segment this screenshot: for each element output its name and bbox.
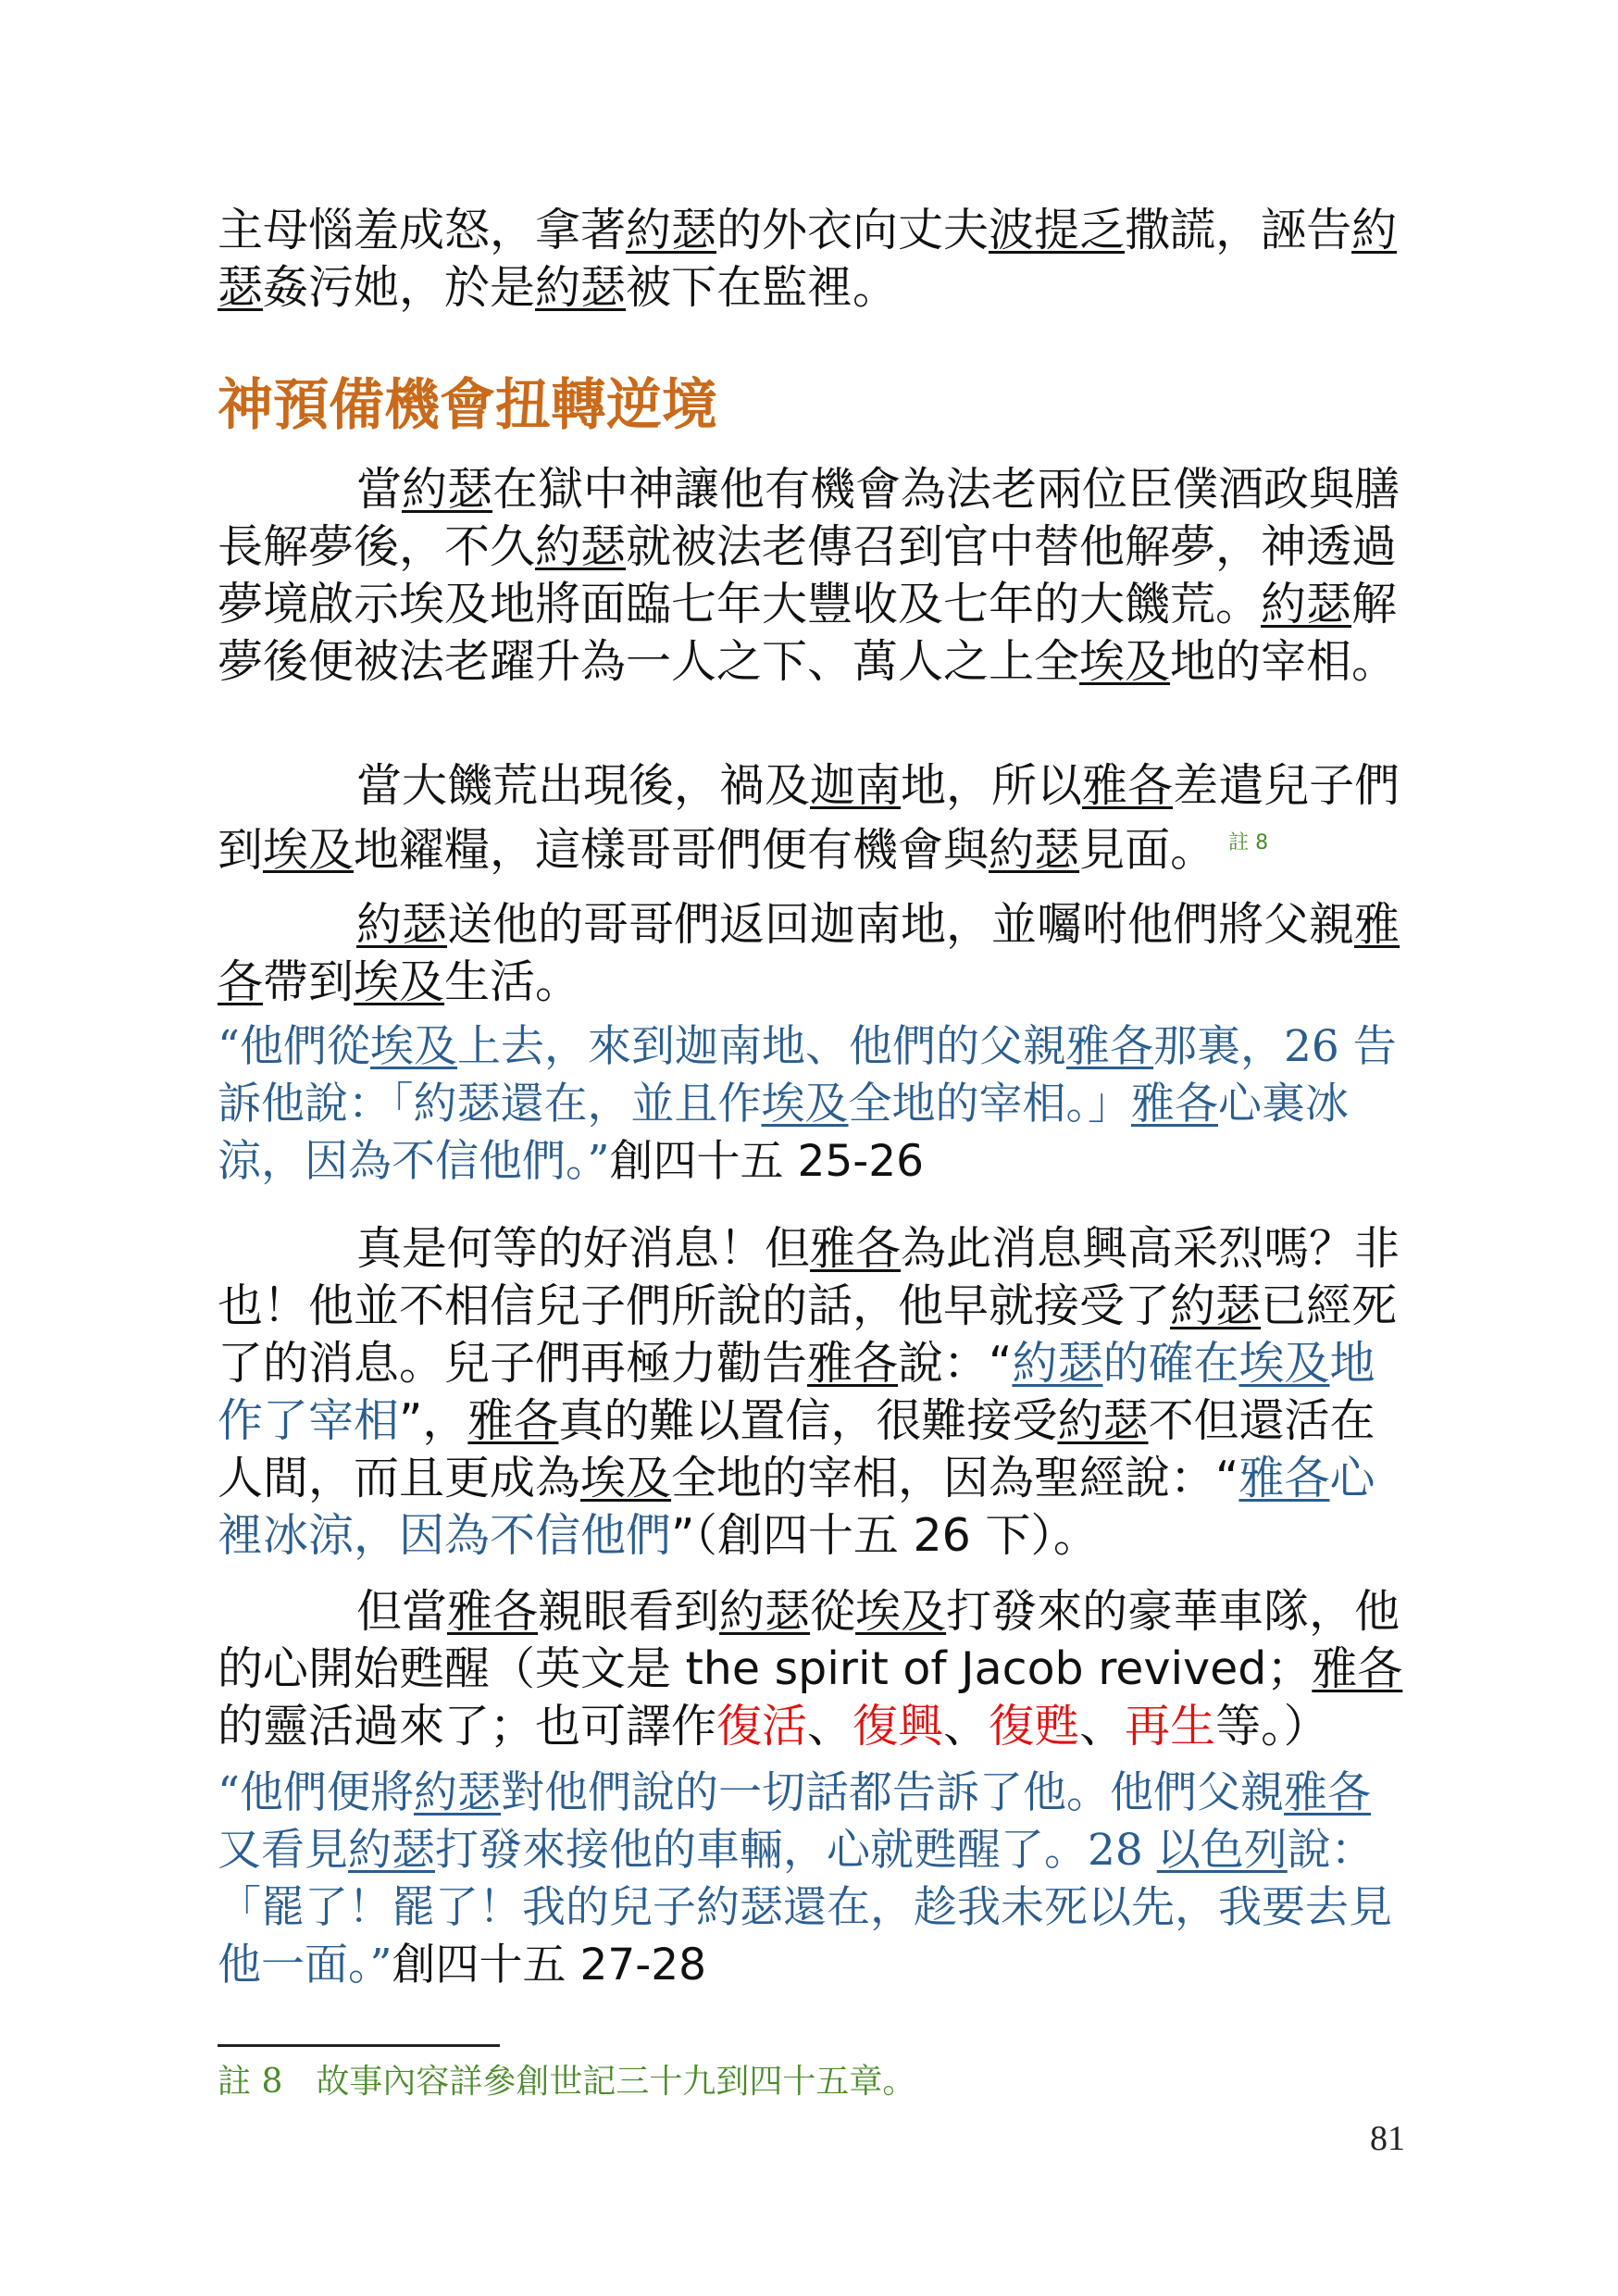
name-jacob: 雅各: [1238, 1452, 1330, 1504]
quote-text: 打發來接他的車輛，心就甦醒了。28: [435, 1825, 1157, 1876]
emphasis-word: 復活: [716, 1700, 808, 1753]
paragraph-1: [218, 202, 1407, 317]
name-jacob: 雅各: [1066, 1021, 1154, 1072]
name-joseph: 約瑟: [626, 204, 717, 256]
inline-quote: 的確在: [1102, 1337, 1239, 1390]
text-run: 姦污她，於是: [263, 261, 536, 314]
text-run: 真的難以置信，很難接受: [558, 1394, 1058, 1447]
scripture-reference: 創四十五 25-26: [609, 1136, 925, 1187]
inline-quote: 心裡冰涼，因為不信他們: [218, 1452, 1375, 1562]
quote-text: 心裏冰涼，因為不信他們。”: [218, 1079, 1349, 1187]
name-jacob: 雅各: [467, 1394, 559, 1447]
name-joseph: 約瑟: [402, 463, 493, 516]
text-run: 已經死了的消息。兒子們再極力勸告: [218, 1279, 1398, 1390]
text-run: 、: [943, 1700, 989, 1753]
paragraph-4: [218, 896, 1407, 1011]
name-canaan: 迦南: [810, 759, 902, 812]
text-run: 當大饑荒出現後，禍及: [356, 759, 811, 812]
name-joseph: 約瑟: [414, 1767, 502, 1818]
name-joseph: 約瑟: [1012, 1337, 1103, 1390]
text-run: 從: [810, 1585, 856, 1638]
text-run: 、: [1079, 1700, 1126, 1753]
text-run: 主母惱羞成怒，拿著: [218, 204, 627, 256]
page-number: 81: [1370, 2119, 1405, 2158]
section-heading: 神預備機會扭轉逆境: [218, 373, 717, 438]
text-run: 說：: [898, 1337, 989, 1390]
emphasis-word: 復甦: [989, 1700, 1080, 1753]
text-run: 真是何等的好消息！但: [356, 1222, 811, 1275]
scripture-quote-2: [218, 1765, 1407, 1994]
inline-quote: 地作了宰相: [218, 1337, 1375, 1447]
text-run: 就被法老傳召到官中替他解夢，神透過夢境啟示埃及地將面臨七年大豐收及七年的大饑荒。: [218, 520, 1398, 630]
quote-mark: “: [989, 1337, 1013, 1390]
text-run: 生活。: [444, 955, 581, 1008]
text-run: 送他的哥哥們返回迦南地，並囑咐他們將父親: [447, 898, 1355, 951]
quote-text: 又看見: [218, 1825, 348, 1876]
emphasis-word: 再生: [1125, 1700, 1216, 1753]
footnote: 註 8 故事內容詳參創世記三十九到四十五章。: [218, 2063, 916, 2101]
name-egypt: 埃及: [761, 1079, 849, 1129]
name-jacob: 雅各: [218, 898, 1400, 1008]
name-egypt: 埃及: [354, 955, 445, 1008]
name-jacob: 雅各: [810, 1222, 902, 1275]
name-jacob: 雅各: [807, 1337, 899, 1390]
text-run: 地糴糧，這樣哥哥們便有機會與: [354, 823, 989, 877]
quote-mark: “: [1215, 1452, 1239, 1504]
paragraph-3: [218, 757, 1407, 879]
name-joseph: 約瑟: [989, 823, 1080, 877]
text-run: 打發來的豪華車隊，他的心開始甦醒（英文是 the spirit of Jacob revived；: [218, 1585, 1400, 1695]
quote-text: 全地的宰相。」: [848, 1079, 1131, 1129]
text-run: 但當: [356, 1585, 448, 1638]
text-run: 帶到: [263, 955, 355, 1008]
quote-text: 上去，來到迦南地、他們的父親: [457, 1021, 1067, 1072]
text-run: 當: [356, 463, 403, 516]
footnote-divider: [218, 2044, 500, 2047]
emphasis-word: 復興: [853, 1700, 944, 1753]
quote-text: “他們便將: [218, 1767, 415, 1818]
paragraph-5: [218, 1220, 1407, 1565]
text-run: 撒謊，誣告: [1125, 204, 1352, 256]
name-joseph: 約瑟: [1170, 1279, 1262, 1332]
scripture-reference: 創四十五 27-28: [392, 1940, 707, 1990]
text-run: 在獄中神讓他有機會為法老兩位臣僕酒政與膳長解夢後，不久: [218, 463, 1400, 573]
text-run: 不但還活在人間，而且更成為: [218, 1394, 1375, 1504]
text-run: 解夢後便被法老躍升為一人之下、萬人之上全: [218, 578, 1398, 688]
text-run: 等。）: [1215, 1700, 1329, 1753]
text-run: 見面。: [1079, 823, 1216, 877]
text-run: 差遣兒子們到: [218, 759, 1400, 877]
quote-text: 對他們說的一切話都告訴了他。他們父親: [501, 1767, 1285, 1818]
name-joseph: 約瑟: [719, 1585, 811, 1638]
text-run: 為此消息興高采烈嗎？非也！他並不相信兒子們所說的話，他早就接受了: [218, 1222, 1400, 1332]
name-joseph: 約瑟: [1057, 1394, 1149, 1447]
footnote-marker: 註 8: [1228, 831, 1269, 855]
name-jacob: 雅各: [1082, 759, 1174, 812]
name-egypt: 埃及: [263, 823, 355, 877]
text-run: 、: [807, 1700, 853, 1753]
name-egypt: 埃及: [370, 1021, 458, 1072]
name-israel: 以色列: [1156, 1825, 1288, 1876]
quote-text: 說：「罷了！罷了！我的兒子約瑟還在，趁我未死以先，我要去見他一面。”: [218, 1825, 1392, 1990]
text-run: 的外衣向丈夫: [716, 204, 989, 256]
name-joseph: 約瑟: [348, 1825, 435, 1876]
name-egypt: 埃及: [1079, 635, 1171, 688]
name-egypt: 埃及: [855, 1585, 947, 1638]
text-run: ”（創四十五 26 下）。: [671, 1509, 1099, 1562]
scripture-quote-1: [218, 1018, 1407, 1191]
text-run: 親眼看到: [538, 1585, 720, 1638]
name-joseph: 約瑟: [218, 204, 1398, 314]
name-egypt: 埃及: [1238, 1337, 1330, 1390]
text-run: 全地的宰相，因為聖經說：: [671, 1452, 1216, 1504]
name-joseph: 約瑟: [535, 261, 627, 314]
quote-text: 那裏，26 告訴他說：「約瑟還在，並且作: [218, 1021, 1397, 1129]
quote-text: “他們從: [218, 1021, 371, 1072]
name-egypt: 埃及: [580, 1452, 672, 1504]
paragraph-2: [218, 461, 1407, 691]
text-run: 地的宰相。: [1170, 635, 1398, 688]
name-joseph: 約瑟: [356, 898, 448, 951]
name-jacob: 雅各: [447, 1585, 539, 1638]
paragraph-6: [218, 1583, 1407, 1755]
name-jacob: 雅各: [1284, 1767, 1372, 1818]
quote-mark: ”，: [399, 1394, 468, 1447]
name-potiphar: 波提乏: [989, 204, 1126, 256]
name-jacob: 雅各: [1131, 1079, 1218, 1129]
text-run: 地，所以: [901, 759, 1083, 812]
name-joseph: 約瑟: [535, 520, 627, 573]
text-run: 被下在監裡。: [626, 261, 899, 314]
text-run: 的靈活過來了；也可譯作: [218, 1700, 717, 1753]
name-joseph: 約瑟: [1261, 578, 1352, 630]
name-jacob: 雅各: [1312, 1642, 1403, 1695]
